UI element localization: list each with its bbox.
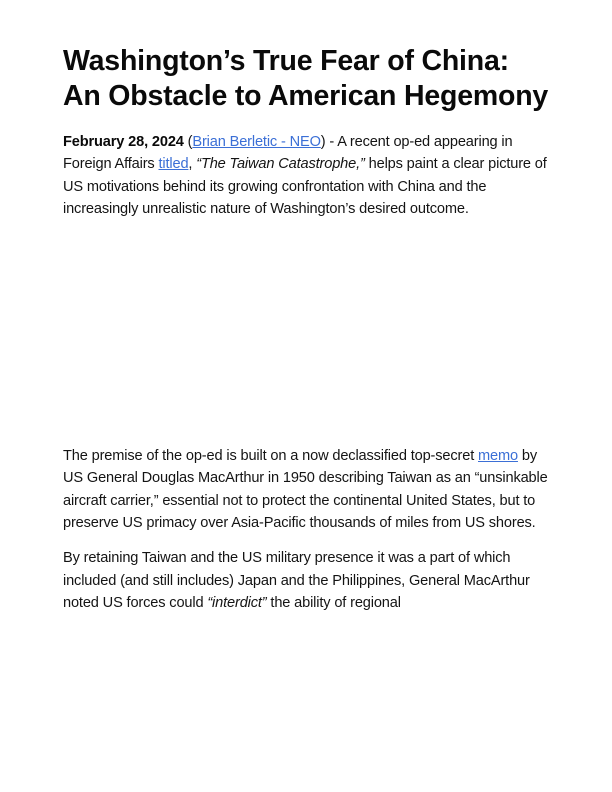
text-run: The premise of the op-ed is built on a now declassified top-secret <box>63 448 479 465</box>
author-link[interactable]: Brian Berletic - NEO <box>192 134 321 150</box>
text-run: helps paint a clear picture of US motivations behind its growing confrontation with China and the increasingly unrealistic nature of Washington’s desired outcome. <box>63 156 547 217</box>
memo-link[interactable]: memo <box>478 448 518 465</box>
article <box>63 44 553 614</box>
body-paragraph <box>63 445 553 534</box>
publish-date: February 28, 2024 <box>63 134 184 150</box>
text-run: By retaining Taiwan and the US military presence it was a part of which included (and still includes) Japan and the Philippines, General MacArthur noted US forces could <box>63 550 530 611</box>
text-run: ( <box>183 134 193 150</box>
blank-space <box>63 220 553 445</box>
emphasis-interdict: “interdict” <box>207 594 267 611</box>
quoted-title: “The Taiwan Catastrophe,” <box>196 156 365 173</box>
titled-link[interactable]: titled <box>158 156 189 173</box>
text-run: ) - A recent op-ed appearing in Foreign Affairs <box>63 134 513 173</box>
article-title: Washington’s True Fear of China: An Obstacle to American Hegemony <box>63 45 549 112</box>
text-run: the ability of regional <box>266 594 401 611</box>
text-run: by US General Douglas MacArthur in 1950 describing Taiwan as an “unsinkable aircraft carrier,” essential not to protect the continental United States, but to preserve US primacy over Asia-Pacific thousands of miles from US shores. <box>63 448 548 532</box>
body-paragraph <box>63 547 553 614</box>
text-run: , <box>188 156 197 173</box>
intro-paragraph <box>63 131 553 220</box>
